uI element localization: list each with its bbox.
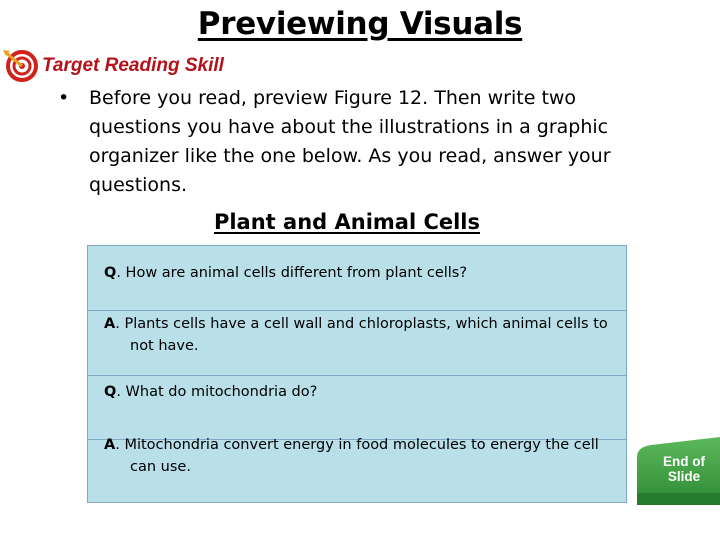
row-divider [88,310,626,311]
row-prefix: Q [104,384,117,400]
end-label-line2: Slide [667,469,701,484]
row-text-continued: not have. [130,338,199,354]
row-text: . Mitochondria convert energy in food molecules to energy the cell [115,437,599,453]
row-text-continued: can use. [130,459,191,475]
target-reading-skill-banner [2,48,262,82]
row-prefix: A [104,316,116,332]
row-prefix: A [104,437,116,453]
row-text: . What do mitochondria do? [116,384,318,400]
organizer-row-question-1 [88,262,626,284]
slide-title: Previewing Visuals [197,6,523,42]
instruction-text: Before you read, preview Figure 12. Then write two questions you have about the illustrations in a graphic organizer like the one below. As you read, answer your questions. [89,87,611,196]
graphic-organizer [87,245,627,503]
end-of-slide-label [645,454,720,484]
bullet-marker: • [58,87,70,109]
row-text: . Plants cells have a cell wall and chloroplasts, which animal cells to [115,316,608,332]
end-label-line1: End of [663,454,705,469]
row-text: . How are animal cells different from plant cells? [116,265,468,281]
instruction-bullet [58,84,638,200]
target-reading-skill-label: Target Reading Skill [42,55,224,76]
organizer-row-answer-1 [88,313,626,357]
row-divider [88,375,626,376]
organizer-row-question-2 [88,381,626,403]
target-arrow-icon [2,48,42,82]
row-prefix: Q [104,265,117,281]
organizer-row-answer-2 [88,434,626,478]
organizer-title: Plant and Animal Cells [213,210,481,234]
